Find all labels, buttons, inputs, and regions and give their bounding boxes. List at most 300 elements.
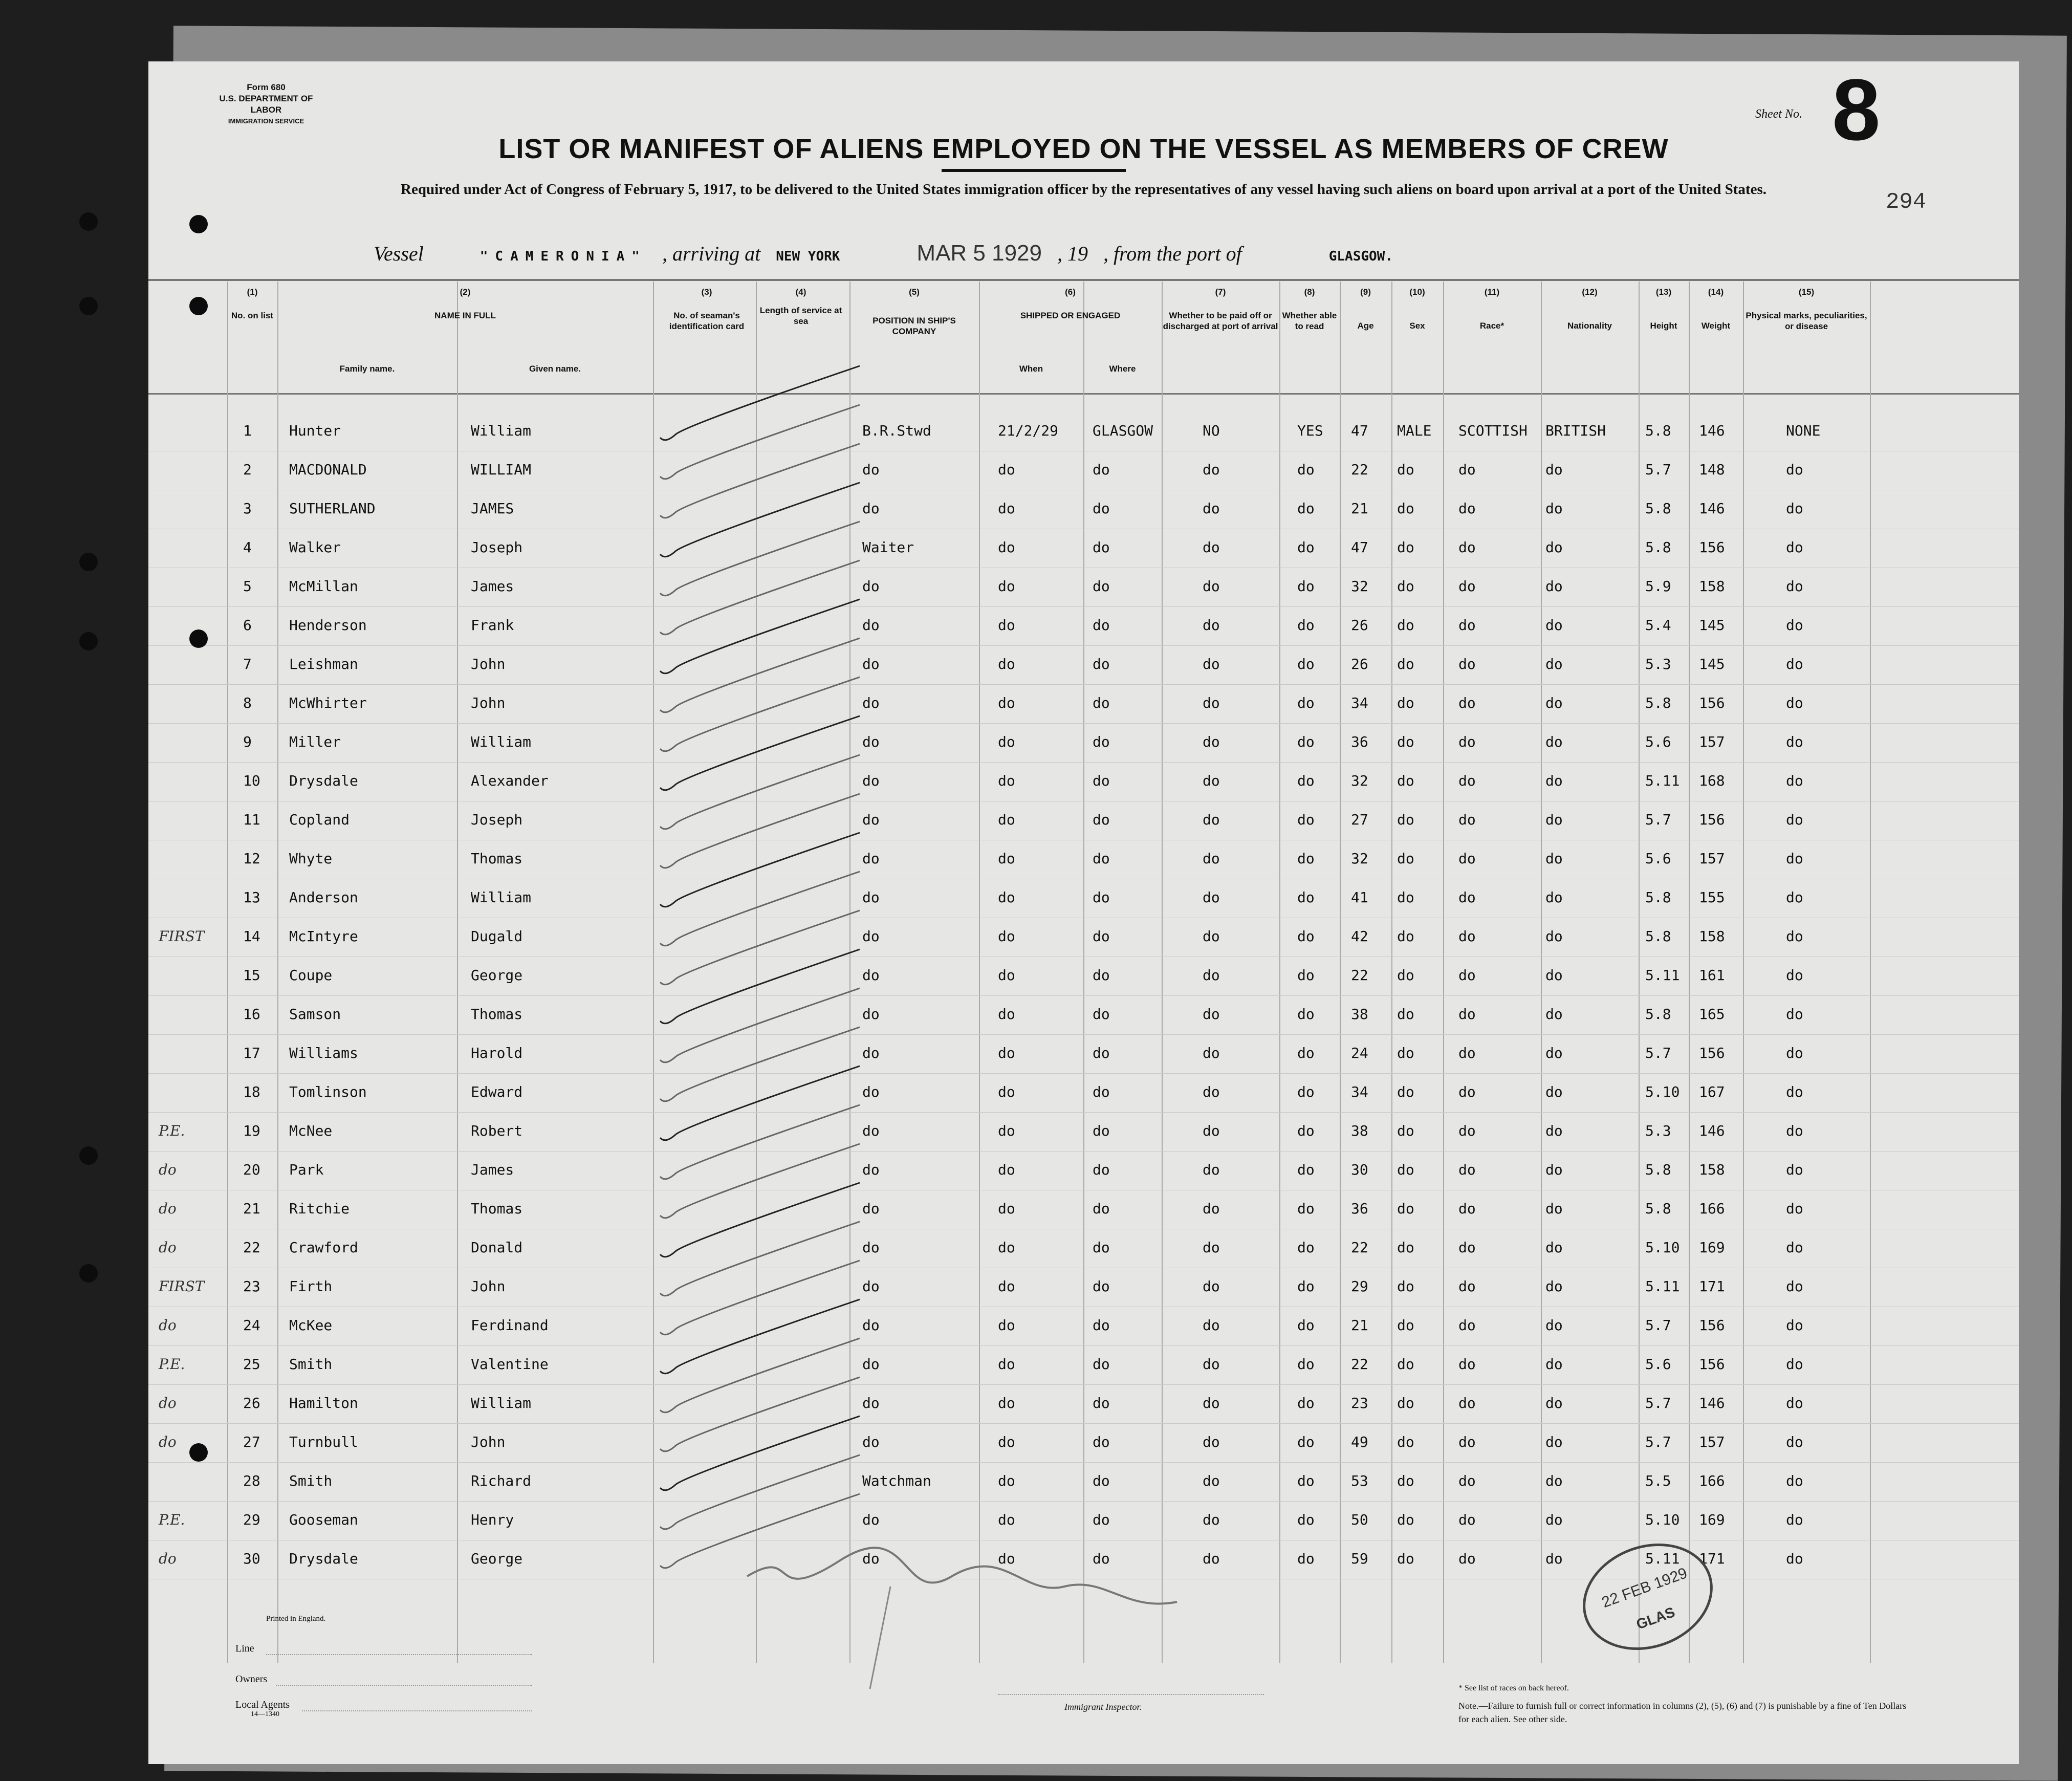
shipped-when: do (998, 1317, 1015, 1334)
shipped-where: do (1093, 772, 1110, 789)
row-number: 25 (243, 1356, 260, 1373)
shipped-when: do (998, 461, 1015, 478)
able-to-read: do (1297, 1278, 1315, 1295)
shipped-where: do (1093, 461, 1110, 478)
shipped-when: do (998, 967, 1015, 984)
position: do (862, 889, 880, 906)
age: 50 (1351, 1511, 1368, 1528)
age: 24 (1351, 1045, 1368, 1061)
able-to-read: do (1297, 811, 1315, 828)
row-number: 14 (243, 928, 260, 945)
age: 22 (1351, 461, 1368, 478)
family-name: McIntyre (289, 928, 358, 945)
weight: 158 (1699, 578, 1725, 595)
sex: do (1397, 1472, 1414, 1489)
position: do (862, 1239, 880, 1256)
nationality: do (1545, 578, 1563, 595)
paid-off: do (1203, 733, 1220, 750)
able-to-read: do (1297, 733, 1315, 750)
height: 5.8 (1645, 1006, 1671, 1023)
height: 5.8 (1645, 539, 1671, 556)
able-to-read: do (1297, 1356, 1315, 1373)
family-name: McMillan (289, 578, 358, 595)
age: 21 (1351, 1317, 1368, 1334)
row-number: 20 (243, 1161, 260, 1178)
weight: 157 (1699, 733, 1725, 750)
weight: 148 (1699, 461, 1725, 478)
sex: do (1397, 928, 1414, 945)
sex: do (1397, 1006, 1414, 1023)
position: do (862, 1006, 880, 1023)
given-name: William (471, 733, 532, 750)
age: 34 (1351, 1083, 1368, 1100)
nationality: do (1545, 1045, 1563, 1061)
position: do (862, 850, 880, 867)
check-mark (660, 405, 860, 479)
position: do (862, 1434, 880, 1450)
race: do (1458, 733, 1476, 750)
shipped-when: do (998, 811, 1015, 828)
col-no-header: (1) No. on list (231, 287, 274, 320)
sex: do (1397, 889, 1414, 906)
able-to-read: do (1297, 1122, 1315, 1139)
inspector-field (998, 1694, 1264, 1695)
shipped-where: do (1093, 1161, 1110, 1178)
row-number: 5 (243, 578, 252, 595)
race: do (1458, 1511, 1476, 1528)
owners-field (276, 1685, 532, 1686)
race: do (1458, 539, 1476, 556)
from-label: , from the port of (1103, 242, 1242, 265)
given-name: Harold (471, 1045, 523, 1061)
nationality: do (1545, 539, 1563, 556)
able-to-read: do (1297, 1006, 1315, 1023)
age: 38 (1351, 1122, 1368, 1139)
shipped-when: do (998, 500, 1015, 517)
family-name: Henderson (289, 617, 367, 634)
weight: 167 (1699, 1083, 1725, 1100)
family-name: Williams (289, 1045, 358, 1061)
row-number: 17 (243, 1045, 260, 1061)
age: 32 (1351, 850, 1368, 867)
sex: do (1397, 772, 1414, 789)
form-code: 14—1340 (251, 1710, 279, 1718)
family-name: Park (289, 1161, 324, 1178)
shipped-when: do (998, 1356, 1015, 1373)
weight: 156 (1699, 1317, 1725, 1334)
shipped-where: do (1093, 1006, 1110, 1023)
physical-marks: do (1786, 539, 1803, 556)
family-name: Walker (289, 539, 341, 556)
sex: do (1397, 617, 1414, 634)
check-mark (660, 1261, 860, 1335)
col-weight-header: (14) Weight (1701, 287, 1731, 331)
position: do (862, 461, 880, 478)
position: do (862, 928, 880, 945)
position: do (862, 656, 880, 672)
family-name: McKee (289, 1317, 333, 1334)
physical-marks: NONE (1786, 422, 1821, 439)
age: 42 (1351, 928, 1368, 945)
row-number: 26 (243, 1395, 260, 1411)
inspector-signature (737, 1546, 1197, 1699)
family-name: Gooseman (289, 1511, 358, 1528)
given-name: Robert (471, 1122, 523, 1139)
nationality: do (1545, 1122, 1563, 1139)
family-name: Firth (289, 1278, 333, 1295)
row-number: 19 (243, 1122, 260, 1139)
paid-off: do (1203, 1239, 1220, 1256)
remark-cell: do (159, 1434, 177, 1450)
check-mark (660, 599, 860, 674)
family-name: McWhirter (289, 694, 367, 711)
row-number: 8 (243, 694, 252, 711)
shipped-where: do (1093, 617, 1110, 634)
height: 5.7 (1645, 461, 1671, 478)
paid-off: do (1203, 1200, 1220, 1217)
arriving-label: , arriving at (662, 242, 761, 265)
age: 22 (1351, 967, 1368, 984)
sheet-number: 8 (1832, 61, 1881, 159)
height: 5.7 (1645, 1434, 1671, 1450)
sex: do (1397, 1278, 1414, 1295)
line-field (266, 1654, 532, 1655)
check-mark (660, 872, 860, 946)
paid-off: do (1203, 1122, 1220, 1139)
shipped-when: 21/2/29 (998, 422, 1059, 439)
shipped-when: do (998, 928, 1015, 945)
nationality: do (1545, 772, 1563, 789)
local-agents-label: Local Agents (235, 1699, 290, 1710)
sex: do (1397, 850, 1414, 867)
check-mark (660, 794, 860, 868)
paid-off: do (1203, 1045, 1220, 1061)
age: 59 (1351, 1550, 1368, 1567)
able-to-read: do (1297, 1511, 1315, 1528)
shipped-where: do (1093, 1472, 1110, 1489)
physical-marks: do (1786, 1122, 1803, 1139)
sex: do (1397, 656, 1414, 672)
physical-marks: do (1786, 1317, 1803, 1334)
able-to-read: do (1297, 928, 1315, 945)
height: 5.8 (1645, 1200, 1671, 1217)
paid-off: do (1203, 656, 1220, 672)
weight: 171 (1699, 1278, 1725, 1295)
paid-off: do (1203, 1006, 1220, 1023)
sex: do (1397, 1395, 1414, 1411)
position: do (862, 1356, 880, 1373)
race: do (1458, 850, 1476, 867)
family-name: Drysdale (289, 1550, 358, 1567)
race: do (1458, 578, 1476, 595)
race: do (1458, 1200, 1476, 1217)
given-name: Dugald (471, 928, 523, 945)
position: do (862, 733, 880, 750)
row-number: 16 (243, 1006, 260, 1023)
height: 5.8 (1645, 1161, 1671, 1178)
shipped-where: do (1093, 967, 1110, 984)
shipped-when: do (998, 1395, 1015, 1411)
col-sex-header: (10) Sex (1409, 287, 1425, 331)
nationality: do (1545, 461, 1563, 478)
check-mark (660, 483, 860, 557)
remark-cell: P.E. (159, 1511, 185, 1528)
shipped-where: do (1093, 1278, 1110, 1295)
family-name: Drysdale (289, 772, 358, 789)
race: do (1458, 1356, 1476, 1373)
given-name: Thomas (471, 1200, 523, 1217)
able-to-read: do (1297, 1200, 1315, 1217)
weight: 165 (1699, 1006, 1725, 1023)
age: 36 (1351, 733, 1368, 750)
col-when-header: When (1019, 364, 1043, 374)
shipped-where: do (1093, 1317, 1110, 1334)
paid-off: do (1203, 1511, 1220, 1528)
sex: do (1397, 1200, 1414, 1217)
row-number: 4 (243, 539, 252, 556)
shipped-when: do (998, 1006, 1015, 1023)
weight: 145 (1699, 617, 1725, 634)
shipped-when: do (998, 1200, 1015, 1217)
weight: 156 (1699, 1356, 1725, 1373)
height: 5.6 (1645, 850, 1671, 867)
family-name: Hamilton (289, 1395, 358, 1411)
shipped-when: do (998, 1239, 1015, 1256)
shipped-where: do (1093, 889, 1110, 906)
height: 5.10 (1645, 1239, 1680, 1256)
position: do (862, 1200, 880, 1217)
paid-off: do (1203, 1550, 1220, 1567)
weight: 161 (1699, 967, 1725, 984)
given-name: William (471, 1395, 532, 1411)
able-to-read: do (1297, 1395, 1315, 1411)
manifest-page (148, 61, 2019, 1764)
given-name: Henry (471, 1511, 514, 1528)
physical-marks: do (1786, 928, 1803, 945)
shipped-where: do (1093, 733, 1110, 750)
from-port: GLASGOW. (1328, 249, 1393, 264)
nationality: BRITISH (1545, 422, 1606, 439)
family-name: Miller (289, 733, 341, 750)
col-family-header: Family name. (339, 364, 395, 374)
sex: do (1397, 1045, 1414, 1061)
height: 5.7 (1645, 1317, 1671, 1334)
race: do (1458, 1317, 1476, 1334)
sex: MALE (1397, 422, 1432, 439)
family-name: Coupe (289, 967, 333, 984)
given-name: Richard (471, 1472, 532, 1489)
check-mark (660, 1377, 860, 1451)
vessel-label: Vessel (374, 242, 424, 265)
col-paid-header: (7) Whether to be paid off or discharged at port of arrival (1163, 287, 1278, 331)
shipped-when: do (998, 1278, 1015, 1295)
position: do (862, 1122, 880, 1139)
row-number: 27 (243, 1434, 260, 1450)
check-mark (660, 755, 860, 829)
height: 5.6 (1645, 1356, 1671, 1373)
shipped-when: do (998, 539, 1015, 556)
physical-marks: do (1786, 850, 1803, 867)
col-where-header: Where (1109, 364, 1136, 374)
shipped-where: do (1093, 850, 1110, 867)
position: Waiter (862, 539, 914, 556)
paid-off: do (1203, 967, 1220, 984)
port-stamp: 22 FEB 1929 GLAS (1568, 1526, 1728, 1668)
physical-marks: do (1786, 1161, 1803, 1178)
family-name: Copland (289, 811, 350, 828)
able-to-read: do (1297, 772, 1315, 789)
family-name: Crawford (289, 1239, 358, 1256)
shipped-when: do (998, 1472, 1015, 1489)
paid-off: do (1203, 694, 1220, 711)
age: 38 (1351, 1006, 1368, 1023)
physical-marks: do (1786, 1472, 1803, 1489)
position: do (862, 1395, 880, 1411)
paid-off: do (1203, 928, 1220, 945)
physical-marks: do (1786, 1356, 1803, 1373)
row-number: 10 (243, 772, 260, 789)
family-name: Smith (289, 1472, 333, 1489)
position: do (862, 772, 880, 789)
remark-cell: do (159, 1550, 177, 1567)
weight: 158 (1699, 1161, 1725, 1178)
check-mark (660, 910, 860, 985)
check-mark (660, 638, 860, 712)
weight: 156 (1699, 1045, 1725, 1061)
paid-off: do (1203, 1356, 1220, 1373)
check-mark (660, 1144, 860, 1218)
able-to-read: do (1297, 656, 1315, 672)
sex: do (1397, 500, 1414, 517)
paid-off: do (1203, 461, 1220, 478)
able-to-read: do (1297, 1317, 1315, 1334)
shipped-when: do (998, 1434, 1015, 1450)
shipped-when: do (998, 656, 1015, 672)
physical-marks: do (1786, 1395, 1803, 1411)
paid-off: NO (1203, 422, 1220, 439)
physical-marks: do (1786, 1550, 1803, 1567)
able-to-read: do (1297, 889, 1315, 906)
race: do (1458, 967, 1476, 984)
age: 47 (1351, 422, 1368, 439)
check-mark (660, 560, 860, 635)
check-mark (660, 1066, 860, 1140)
remark-cell: P.E. (159, 1356, 185, 1373)
row-number: 6 (243, 617, 252, 634)
weight: 156 (1699, 694, 1725, 711)
height: 5.11 (1645, 967, 1680, 984)
nationality: do (1545, 1006, 1563, 1023)
check-mark (660, 1105, 860, 1179)
family-name: SUTHERLAND (289, 500, 376, 517)
able-to-read: YES (1297, 422, 1323, 439)
position: do (862, 967, 880, 984)
sex: do (1397, 694, 1414, 711)
shipped-when: do (998, 617, 1015, 634)
row-number: 28 (243, 1472, 260, 1489)
col-shipped-header: (6) SHIPPED OR ENGAGED (1020, 287, 1121, 320)
punch-hole (189, 297, 208, 315)
check-mark (660, 522, 860, 596)
row-number: 18 (243, 1083, 260, 1100)
age: 34 (1351, 694, 1368, 711)
given-name: John (471, 1278, 506, 1295)
check-mark (660, 677, 860, 751)
shipped-where: do (1093, 1395, 1110, 1411)
shipped-when: do (998, 850, 1015, 867)
row-number: 24 (243, 1317, 260, 1334)
physical-marks: do (1786, 1200, 1803, 1217)
row-number: 29 (243, 1511, 260, 1528)
remark-cell: P.E. (159, 1122, 185, 1139)
physical-marks: do (1786, 1511, 1803, 1528)
able-to-read: do (1297, 1472, 1315, 1489)
family-name: Smith (289, 1356, 333, 1373)
punch-hole (79, 1146, 98, 1165)
height: 5.3 (1645, 1122, 1671, 1139)
nationality: do (1545, 1200, 1563, 1217)
able-to-read: do (1297, 578, 1315, 595)
physical-marks: do (1786, 500, 1803, 517)
weight: 157 (1699, 1434, 1725, 1450)
remark-cell: do (159, 1395, 177, 1411)
local-agents-field (302, 1710, 532, 1711)
family-name: MACDONALD (289, 461, 367, 478)
able-to-read: do (1297, 1045, 1315, 1061)
remark-cell: do (159, 1161, 177, 1178)
page-title: LIST OR MANIFEST OF ALIENS EMPLOYED ON THE VESSEL AS MEMBERS OF CREW (498, 134, 1669, 164)
col-length-header: (4) Length of service at sea (759, 287, 842, 326)
nationality: do (1545, 656, 1563, 672)
check-mark (660, 1183, 860, 1257)
height: 5.3 (1645, 656, 1671, 672)
able-to-read: do (1297, 1083, 1315, 1100)
given-name: Frank (471, 617, 514, 634)
arriving-port: NEW YORK (776, 249, 840, 264)
vessel-name: "CAMERONIA" (479, 249, 647, 264)
remark-cell: FIRST (159, 1278, 205, 1295)
weight: 158 (1699, 928, 1725, 945)
weight: 156 (1699, 539, 1725, 556)
shipped-when: do (998, 694, 1015, 711)
race: do (1458, 1472, 1476, 1489)
physical-marks: do (1786, 811, 1803, 828)
position: do (862, 1161, 880, 1178)
check-mark (660, 444, 860, 518)
nationality: do (1545, 850, 1563, 867)
age: 41 (1351, 889, 1368, 906)
sex: do (1397, 1550, 1414, 1567)
given-name: WILLIAM (471, 461, 532, 478)
paid-off: do (1203, 1317, 1220, 1334)
given-name: John (471, 694, 506, 711)
subtitle: Required under Act of Congress of February 5, 1917, to be delivered to the United States immigration officer by the representatives of any vessel having such aliens on board upon arrival at a port of the United States. (401, 181, 1766, 198)
department: U.S. DEPARTMENT OF LABOR (219, 94, 313, 115)
given-name: John (471, 656, 506, 672)
physical-marks: do (1786, 967, 1803, 984)
check-mark (660, 1027, 860, 1101)
race: do (1458, 1045, 1476, 1061)
race: do (1458, 617, 1476, 634)
physical-marks: do (1786, 694, 1803, 711)
race: do (1458, 1239, 1476, 1256)
nationality: do (1545, 694, 1563, 711)
position: do (862, 617, 880, 634)
nationality: do (1545, 500, 1563, 517)
row-number: 3 (243, 500, 252, 517)
service: IMMIGRATION SERVICE (228, 117, 304, 125)
shipped-where: do (1093, 1356, 1110, 1373)
